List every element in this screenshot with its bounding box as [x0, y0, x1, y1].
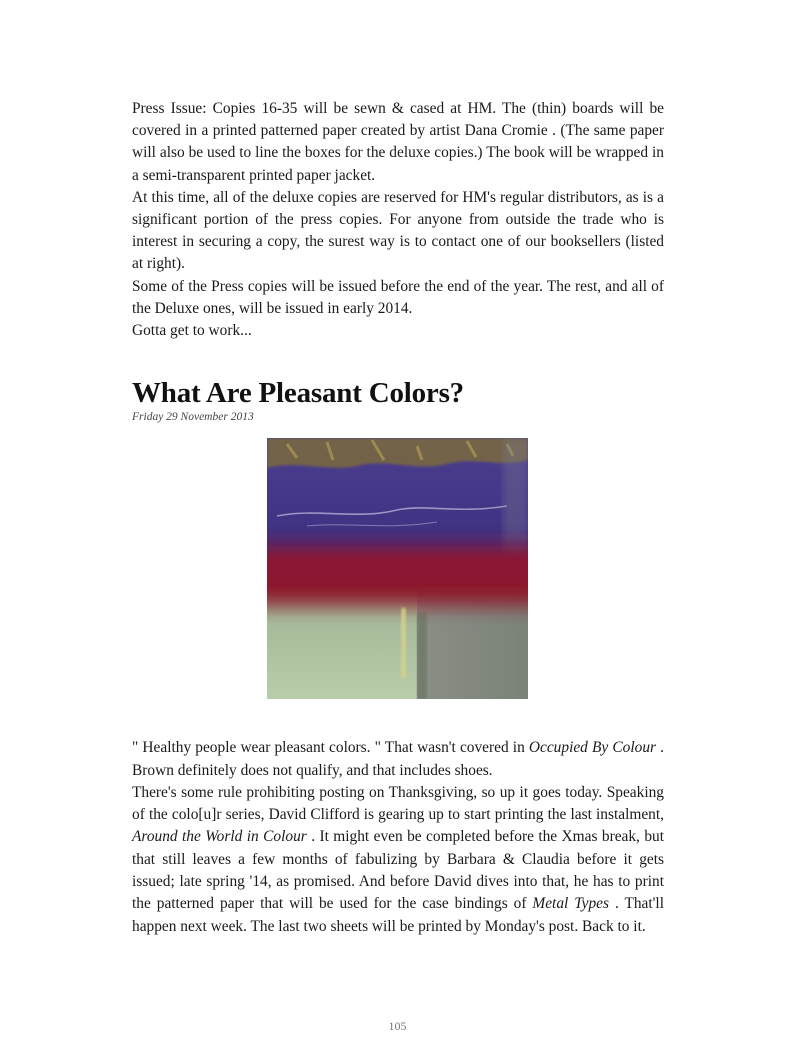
intro-paragraph-2: At this time, all of the deluxe copies are reserved for HM's regular distributors, as is a significant portion of the press copies. For anyone from outside the trade who is interest in securing a copy, the surest way is to contact one of our booksellers (listed at right). — [132, 188, 664, 273]
post-paragraph-1-text-b: . Brown definitely does not qualify, and that includes shoes. — [132, 739, 665, 779]
post-paragraph-2 — [132, 782, 664, 938]
post-paragraph-2-text-c: . That'll happen next week. The last two sheets will be printed by Monday's post. Back to it. — [132, 895, 664, 935]
book-title-metal-types: Metal Types — [532, 895, 609, 913]
intro-paragraph-1: Press Issue: Copies 16-35 will be sewn & cased at HM. The (thin) boards will be covered in a printed patterned paper created by artist Dana Cromie . (The same paper will also be used to line the boxes for the deluxe copies.) The book will be wrapped in a semi-transparent printed paper jacket. — [132, 100, 664, 184]
book-title-occupied-by-colour: Occupied By Colour — [528, 739, 657, 757]
post-paragraph-1 — [132, 737, 664, 782]
intro-paragraph-4: Gotta get to work... — [132, 322, 252, 340]
post-paragraph-2-text-a: There's some rule prohibiting posting on Thanksgiving, so up it goes today. Speaking of the colo[u]r series, David Clifford is gearing up to start printing the last instalment, — [132, 783, 664, 824]
painting-image — [267, 438, 528, 699]
page-number: 105 — [388, 1019, 407, 1033]
post-body — [132, 737, 664, 938]
post-paragraph-2-text-b: . It might even be completed before the Xmas break, but that still leaves a few months of fabulizing by Barbara & Claudia before it gets issued; late spring '14, as promised. And before David dives into that, he has to print the patterned paper that will be used for the case bindings of — [132, 828, 664, 913]
intro-paragraph-3: Some of the Press copies will be issued before the end of the year. The rest, and all of the Deluxe ones, will be issued in early 2014. — [132, 277, 664, 317]
post-title: What Are Pleasant Colors? — [132, 377, 464, 410]
document-page — [132, 98, 664, 938]
book-title-around-the-world: Around the World in Colour — [132, 828, 307, 846]
abstract-painting-graphic — [267, 438, 528, 699]
intro-section — [132, 98, 664, 342]
post-paragraph-1-text-a: " Healthy people wear pleasant colors. " That wasn't covered in — [132, 739, 529, 757]
post-date: Friday 29 November 2013 — [132, 411, 254, 424]
